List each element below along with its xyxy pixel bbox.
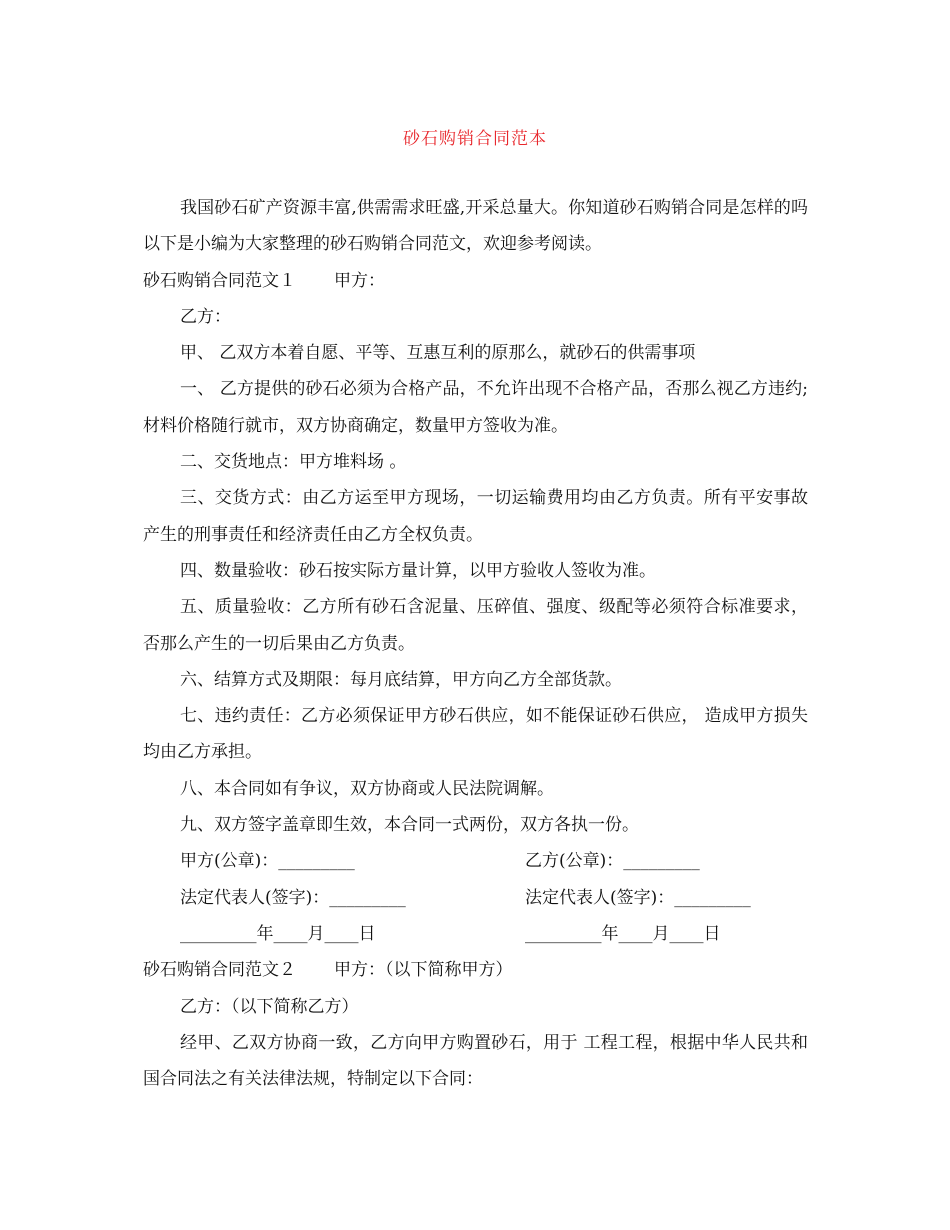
clause-6: 六、结算方式及期限：每月底结算，甲方向乙方全部货款。 — [180, 669, 622, 690]
party-a-date-field: _________年____月____日 — [180, 923, 376, 944]
party-a-rep-field: 法定代表人(签字)：_________ — [180, 887, 406, 908]
sample2-heading: 砂石购销合同范文２ — [143, 960, 296, 981]
sample1-heading: 砂石购销合同范文１ — [143, 270, 296, 291]
sample1-preamble: 甲、 乙双方本着自愿、平等、互惠互利的原那么，就砂石的供需事项 — [180, 343, 696, 364]
sample2-party-b: 乙方：（以下简称乙方） — [180, 996, 359, 1017]
signature-seal-row — [143, 843, 808, 879]
clause-1: 一、 乙方提供的砂石必须为合格产品，不允许出现不合格产品，否那么视乙方违约;材料价格随行就市，双方协商确定，数量甲方签收为准。 — [143, 379, 808, 436]
signature-rep-row — [143, 880, 808, 916]
document-title: 砂石购销合同范本 — [403, 129, 547, 149]
sample2-party-a: 甲方：（以下简称甲方） — [334, 960, 513, 981]
intro-paragraph: 我国砂石矿产资源丰富,供需需求旺盛,开采总量大。你知道砂石购销合同是怎样的吗以下是小编为大家整理的砂石购销合同范文，欢迎参考阅读。 — [143, 198, 808, 255]
sample1-heading-line — [143, 263, 808, 299]
document-body — [143, 190, 808, 1097]
clause-7: 七、违约责任：乙方必须保证甲方砂石供应，如不能保证砂石供应， 造成甲方损失均由乙方承担。 — [143, 706, 808, 763]
clause-9: 九、双方签字盖章即生效，本合同一式两份，双方各执一份。 — [180, 815, 639, 836]
sample2-heading-line — [143, 952, 808, 988]
sample1-party-b: 乙方： — [180, 306, 231, 327]
signature-date-row — [143, 916, 808, 952]
clause-2: 二、交货地点：甲方堆料场 。 — [180, 452, 407, 473]
sample2-preamble: 经甲、乙双方协商一致，乙方向甲方购置砂石，用于 工程工程，根据中华人民共和国合同法之有关法律法规，特制定以下合同： — [143, 1032, 808, 1090]
clause-5: 五、质量验收：乙方所有砂石含泥量、压碎值、强度、级配等必须符合标准要求，否那么产生的一切后果由乙方负责。 — [143, 597, 808, 654]
party-b-rep-field: 法定代表人(签字)：_________ — [525, 887, 751, 908]
clause-3: 三、交货方式：由乙方运至甲方现场，一切运输费用均由乙方负责。所有平安事故产生的刑事责任和经济责任由乙方全权负责。 — [143, 488, 808, 545]
party-b-seal-field: 乙方(公章)：_________ — [525, 851, 700, 872]
party-b-date-field: _________年____月____日 — [525, 923, 721, 944]
sample1-party-a: 甲方： — [334, 270, 385, 291]
clause-8: 八、本合同如有争议，双方协商或人民法院调解。 — [180, 778, 554, 799]
clause-4: 四、数量验收：砂石按实际方量计算，以甲方验收人签收为准。 — [180, 560, 656, 581]
party-a-seal-field: 甲方(公章)：_________ — [180, 851, 355, 872]
